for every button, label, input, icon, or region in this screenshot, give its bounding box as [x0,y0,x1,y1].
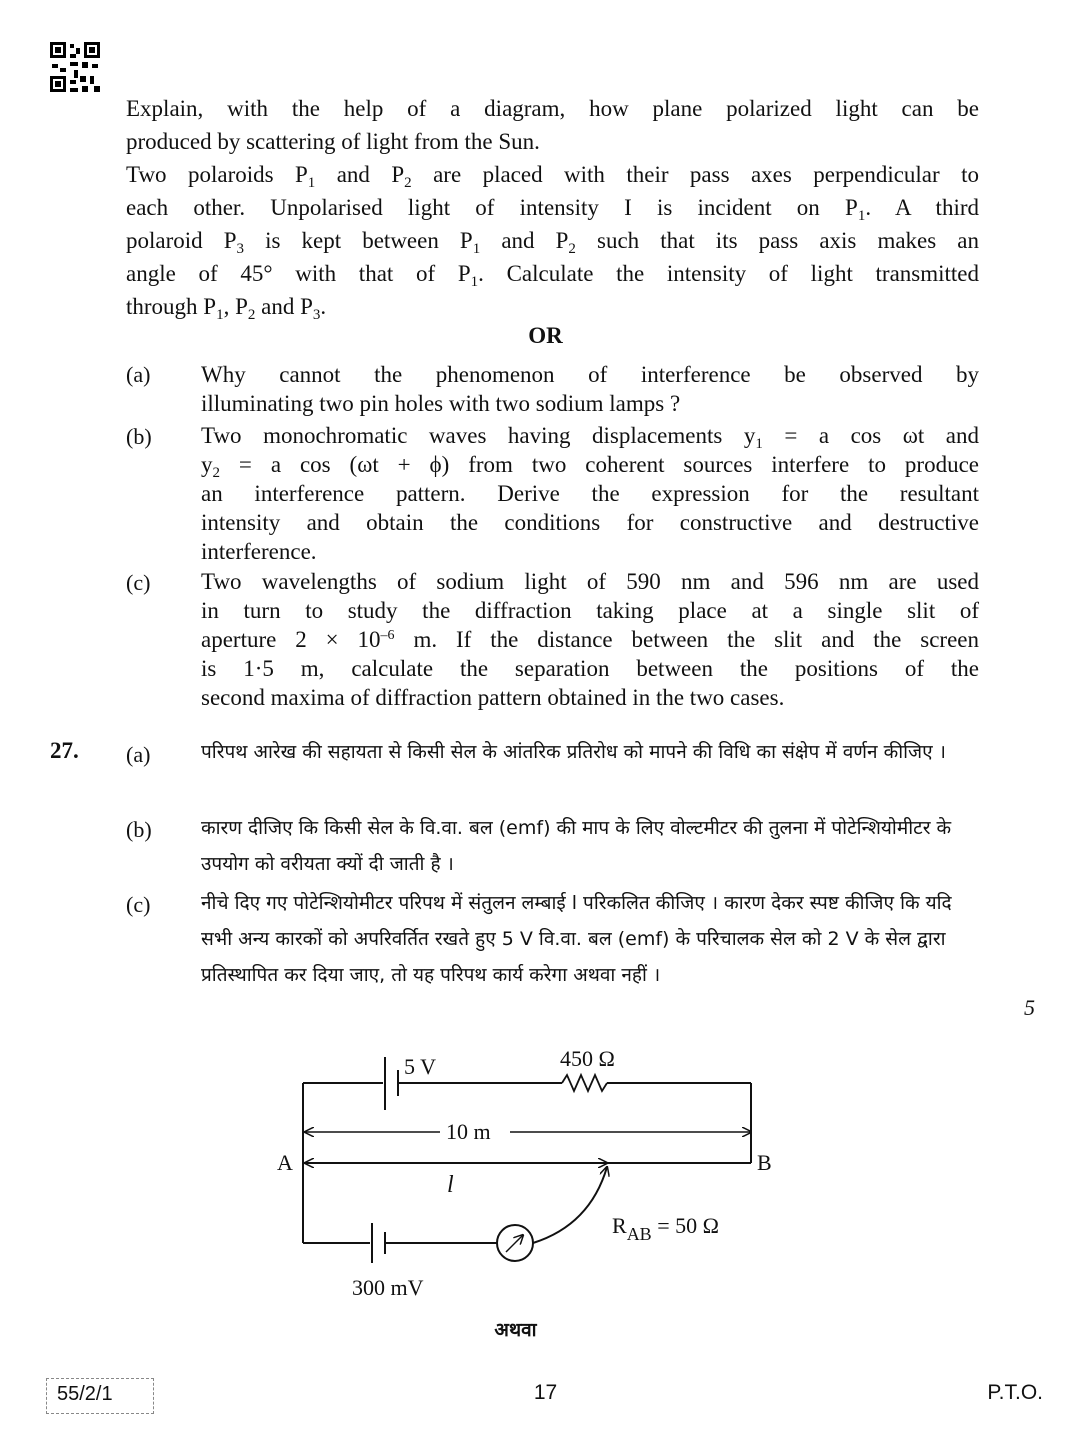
balance-length-label: l [447,1172,454,1198]
polarization-question [126,92,979,323]
pto-label: P.T.O. [987,1381,1043,1404]
resistor-label: 450 Ω [560,1046,615,1071]
jockey-wire [533,1167,607,1243]
point-b-label: B [757,1150,772,1175]
polaroid-line-2: each other. Unpolarised light of intensity I is incident on $P_1$. A third [126,195,979,224]
polaroid-line-3: polaroid $P_3$ is kept between $P_1$ and $P_2$ such that its pass axis makes an [126,228,979,257]
q27-b-label: (b) [126,817,152,842]
point-a-label: A [277,1150,293,1175]
paper-code: 55/2/1 [57,1383,113,1405]
q27-c-text: नीचे दिए गए पोटेन्शियोमीटर परिपथ में संतुलन लम्बाई l परिकलित कीजिए । कारण देकर स्पष्ट कीजिए कि यदि सभी अन्य कारकों को अपरिवर्तित रखते हुए 5 V वि.वा. बल (emf) के परिचालक सेल को 2 V के सेल द्वारा प्रतिस्थापित कर दिया जाए, तो यह परिपथ कार्य करेगा अथवा नहीं । [201,892,952,986]
polaroid-line-1: Two polaroids $P_1$ and $P_2$ are placed with their pass axes perpendicular to [126,162,979,191]
cell-label: 300 mV [352,1275,424,1300]
battery-label: 5 V [404,1054,436,1079]
potentiometer-circuit [270,1040,770,1310]
or-heading: OR [528,323,563,348]
marks: 5 [1024,995,1035,1020]
or-item-b-text: Two monochromatic waves having displacements $y_1 = a$ cos ωt and $y_2 = a$ cos (ωt + ϕ) from two coherent sources interfere to produce an interference pattern. Derive the expression for the resultant intensity and obtain the conditions for constructive and destructive interference. [201,423,979,564]
page-number: 17 [533,1381,558,1404]
or-item-a-text: Why cannot the phenomenon of interference be observed by illuminating two pin holes with two sodium lamps ? [201,362,979,416]
q27-b-text: कारण दीजिए कि किसी सेल के वि.वा. बल (emf) की माप के लिए वोल्टमीटर की तुलना में पोटेन्शियोमीटर के उपयोग को वरीयता क्यों दी जाती है । [201,817,952,875]
q27-a-label: (a) [126,742,151,767]
resistor-zigzag [562,1075,607,1091]
athava-heading: अथवा [494,1319,537,1341]
or-item-a-label: (a) [126,362,151,387]
q27-c-label: (c) [126,892,151,917]
wire-length-label: 10 m [446,1119,491,1144]
q27-a-text: परिपथ आरेख की सहायता से किसी सेल के आंतरिक प्रतिरोध को मापने की विधि का संक्षेप में वर्णन कीजिए । [201,741,946,763]
qr-code-icon [50,42,100,92]
intro-line-2: produced by scattering of light from the Sun. [126,129,540,154]
polaroid-line-4: angle of 45° with that of $P_1$. Calculate the intensity of light transmitted [126,261,979,290]
or-item-c-label: (c) [126,570,151,595]
question-27-number: 27. [50,738,79,763]
or-item-b-label: (b) [126,424,152,449]
intro-line-1: Explain, with the help of a diagram, how plane polarized light can be [126,96,979,121]
polaroid-line-5: through $P_1$, $P_2$ and $P_3$. [126,294,327,323]
r-ab-label: $R_{AB} = 50$ Ω [612,1213,719,1244]
or-item-c-text: Two wavelengths of sodium light of 590 nm and 596 nm are used in turn to study the diffraction taking place at a single slit of aperture $2 \times 10^{-6}$ m. If the distance between the slit and the screen is 1·5 m, calculate the separation between the positions of the second maxima of diffraction pattern obtained in the two cases. [201,569,979,710]
